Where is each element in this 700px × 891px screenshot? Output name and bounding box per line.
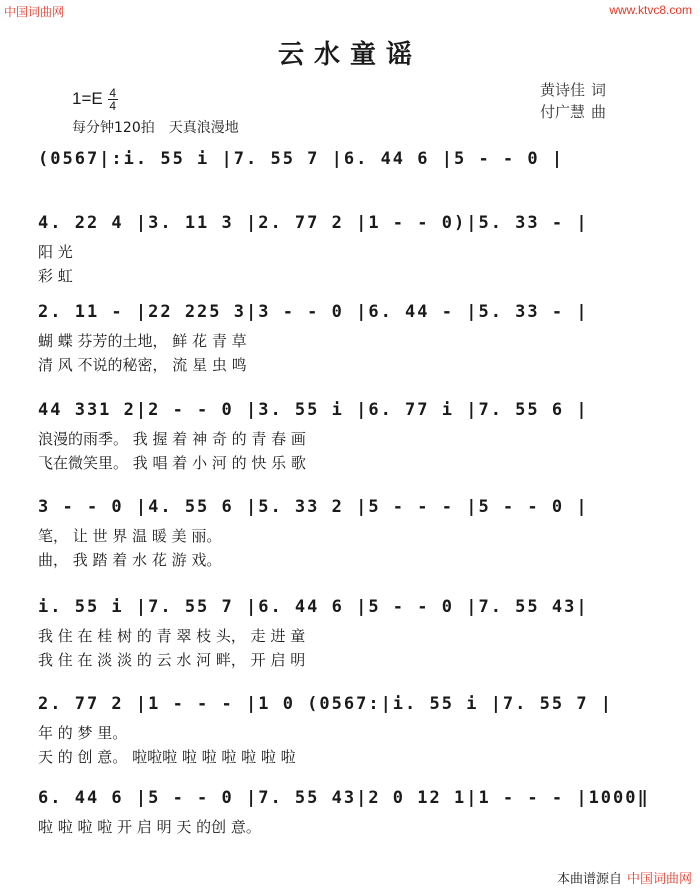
lyric-line-2: 彩 虹 xyxy=(38,267,73,285)
footer-source-text: 本曲谱源自 xyxy=(556,872,622,887)
lyric-line-2: 我 住 在 淡 淡 的 云 水 河 畔， 开 启 明 xyxy=(38,651,306,669)
lyricist-credit xyxy=(540,79,606,101)
lyric-line-2: 飞在微笑里。 我 唱 着 小 河 的 快 乐 歌 xyxy=(38,454,306,472)
watermark-top-left: 中国词曲网 xyxy=(4,5,65,19)
lyric-line-1: 阳 光 xyxy=(38,243,73,261)
lyricist-role: 词 xyxy=(591,81,607,99)
lyric-line-1: 啦 啦 啦 啦 开 启 明 天 的创 意。 xyxy=(38,818,261,836)
lyric-line-1: 我 住 在 桂 树 的 青 翠 枝 头， 走 进 童 xyxy=(38,627,306,645)
composer-role: 曲 xyxy=(591,103,607,121)
footer-site-name: 中国词曲网 xyxy=(626,872,692,887)
lyric-line-1: 蝴 蝶 芬芳的土地， 鲜 花 青 草 xyxy=(38,332,247,350)
notation-line: 3 - - 0 |4. 55 6 |5. 33 2 |5 - - - |5 - - 0 | xyxy=(38,497,589,517)
notation-line: 44 331 2|2 - - 0 |3. 55 i |6. 77 i |7. 55 6 | xyxy=(38,400,589,420)
lyric-line-1 xyxy=(38,176,658,200)
lyric-line-2 xyxy=(38,839,658,863)
time-signature xyxy=(108,87,118,112)
composer-credit xyxy=(540,101,606,123)
composer-name: 付广慧 xyxy=(540,103,586,121)
watermark-top-right: www.ktvc8.com xyxy=(609,3,692,17)
lyric-line-2: 天 的 创 意。 啦啦啦 啦 啦 啦 啦 啦 啦 xyxy=(38,748,296,766)
credits xyxy=(540,79,606,123)
time-signature-bottom: 4 xyxy=(109,98,117,113)
key-label: 1=E xyxy=(72,89,103,108)
tempo-line xyxy=(72,117,239,137)
notation-line: 6. 44 6 |5 - - 0 |7. 55 43|2 0 12 1|1 - - - |1000‖ xyxy=(38,788,650,808)
lyric-line-1: 浪漫的雨季。 我 握 着 神 奇 的 青 春 画 xyxy=(38,430,306,448)
lyric-line-2: 清 风 不说的秘密， 流 星 虫 鸣 xyxy=(38,356,247,374)
lyric-line-2: 曲， 我 踏 着 水 花 游 戏。 xyxy=(38,551,222,569)
notation-line: i. 55 i |7. 55 7 |6. 44 6 |5 - - 0 |7. 55 43| xyxy=(38,597,589,617)
notation-line: 2. 11 - |22 225 3|3 - - 0 |6. 44 - |5. 33 - | xyxy=(38,302,589,322)
lyric-line-1: 笔， 让 世 界 温 暖 美 丽。 xyxy=(38,527,222,545)
lyricist-name: 黄诗佳 xyxy=(540,81,586,99)
notation-line: 4. 22 4 |3. 11 3 |2. 77 2 |1 - - 0)|5. 33 - | xyxy=(38,213,589,233)
style-text: 天真浪漫地 xyxy=(168,120,239,136)
lyric-line-1: 年 的 梦 里。 xyxy=(38,724,128,742)
tempo-text: 每分钟120拍 xyxy=(72,120,155,136)
notation-line: (0567|:i. 55 i |7. 55 7 |6. 44 6 |5 - - 0 | xyxy=(38,149,565,169)
song-title: 云水童谣 xyxy=(277,40,422,70)
key-signature xyxy=(72,84,118,114)
time-signature-top: 4 xyxy=(109,85,117,100)
notation-line: 2. 77 2 |1 - - - |1 0 (0567:|i. 55 i |7. 55 7 | xyxy=(38,694,614,714)
